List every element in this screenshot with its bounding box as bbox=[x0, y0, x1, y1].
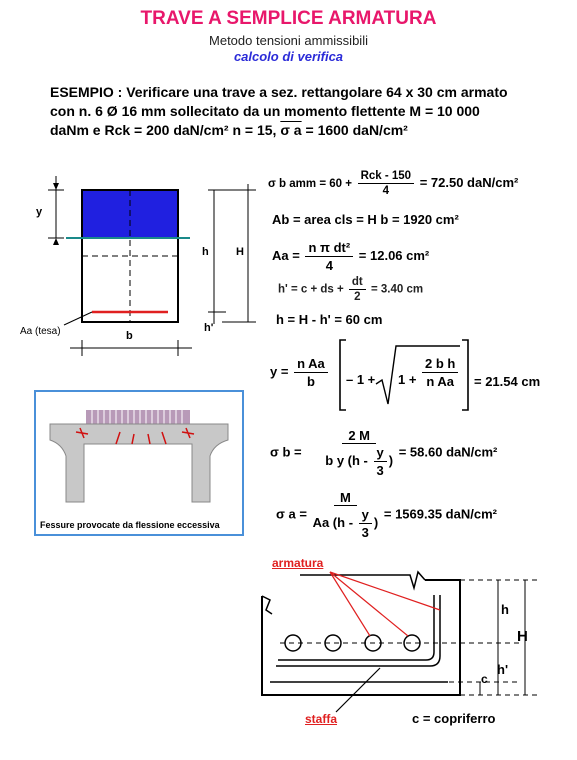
example-line-1: ESEMPIO : Verificare una trave a sez. rettangolare 64 x 30 cm armato bbox=[50, 84, 508, 100]
label-b: b bbox=[126, 330, 133, 342]
example-line-3c: = 1600 daN/cm² bbox=[305, 122, 408, 138]
cracks-illustration bbox=[34, 390, 244, 536]
formula-y: y = $\frac{\text{n Aa}}{b}$ bbox=[270, 356, 330, 389]
label-armatura: armatura bbox=[272, 556, 324, 570]
label-y: y bbox=[36, 206, 43, 218]
aa-leader bbox=[64, 312, 92, 325]
formula-sigma-b: σ b = 2 M b y (h - $\frac{y}{3}$ ) = 58.60 daN/cm² bbox=[270, 428, 498, 478]
page-title: TRAVE A SEMPLICE ARMATURA bbox=[140, 8, 437, 29]
label-aa-tesa: Aa (tesa) bbox=[20, 326, 61, 337]
example-line-2: con n. 6 Ø 16 mm sollecitato da un momento flettente M = 10 000 bbox=[50, 103, 480, 119]
formula-h: h = H - h' = 60 cm bbox=[276, 312, 383, 327]
detail-label-c: c bbox=[481, 672, 488, 686]
detail-label-h-prime: h' bbox=[497, 662, 509, 677]
formula-y-inner: – 1 + bbox=[346, 372, 376, 387]
reinforcement-detail bbox=[262, 572, 540, 712]
formula-sigma-b-amm: σ b amm = 60 + $\frac{\text{Rck - 150}}{4}$ = 72.50 daN/cm² bbox=[268, 170, 519, 197]
formula-h-prime: h' = c + ds + $\frac{dt}{2}$ = 3.40 cm bbox=[278, 276, 424, 303]
label-staffa: staffa bbox=[305, 712, 338, 726]
example-line-3a: daNm e Rck = 200 daN/cm² n = 15, bbox=[50, 122, 277, 138]
sigma-a-bar: σ a bbox=[280, 122, 302, 138]
formula-y-sqrt-frac: $\frac{\text{2 b h}}{\text{n Aa}}$ bbox=[420, 356, 460, 389]
label-h: h bbox=[202, 246, 209, 258]
formula-ab: Ab = area cls = H b = 1920 cm² bbox=[272, 212, 459, 227]
formula-aa: Aa = $\frac{\text{n π dt²}}{4}$ = 12.06 cm² bbox=[272, 240, 430, 273]
label-h-prime: h' bbox=[204, 322, 214, 334]
detail-label-H: H bbox=[517, 628, 528, 645]
right-bracket bbox=[462, 340, 468, 410]
cracks-caption: Fessure provocate da flessione eccessiva bbox=[40, 520, 220, 530]
label-H: H bbox=[236, 246, 244, 258]
formula-y-sqrt-1: 1 + bbox=[398, 372, 417, 387]
calculation-mode: calcolo di verifica bbox=[233, 49, 344, 64]
copriferro-legend: c = copriferro bbox=[412, 711, 496, 726]
formula-sigma-a: σ a = M Aa (h - $\frac{y}{3}$ ) = 1569.35 daN/cm² bbox=[276, 490, 497, 540]
formula-y-result: = 21.54 cm bbox=[474, 374, 541, 389]
page-subtitle: Metodo tensioni ammissibili bbox=[209, 33, 368, 48]
detail-label-h: h bbox=[501, 602, 509, 617]
cracks-drawing bbox=[36, 392, 242, 534]
